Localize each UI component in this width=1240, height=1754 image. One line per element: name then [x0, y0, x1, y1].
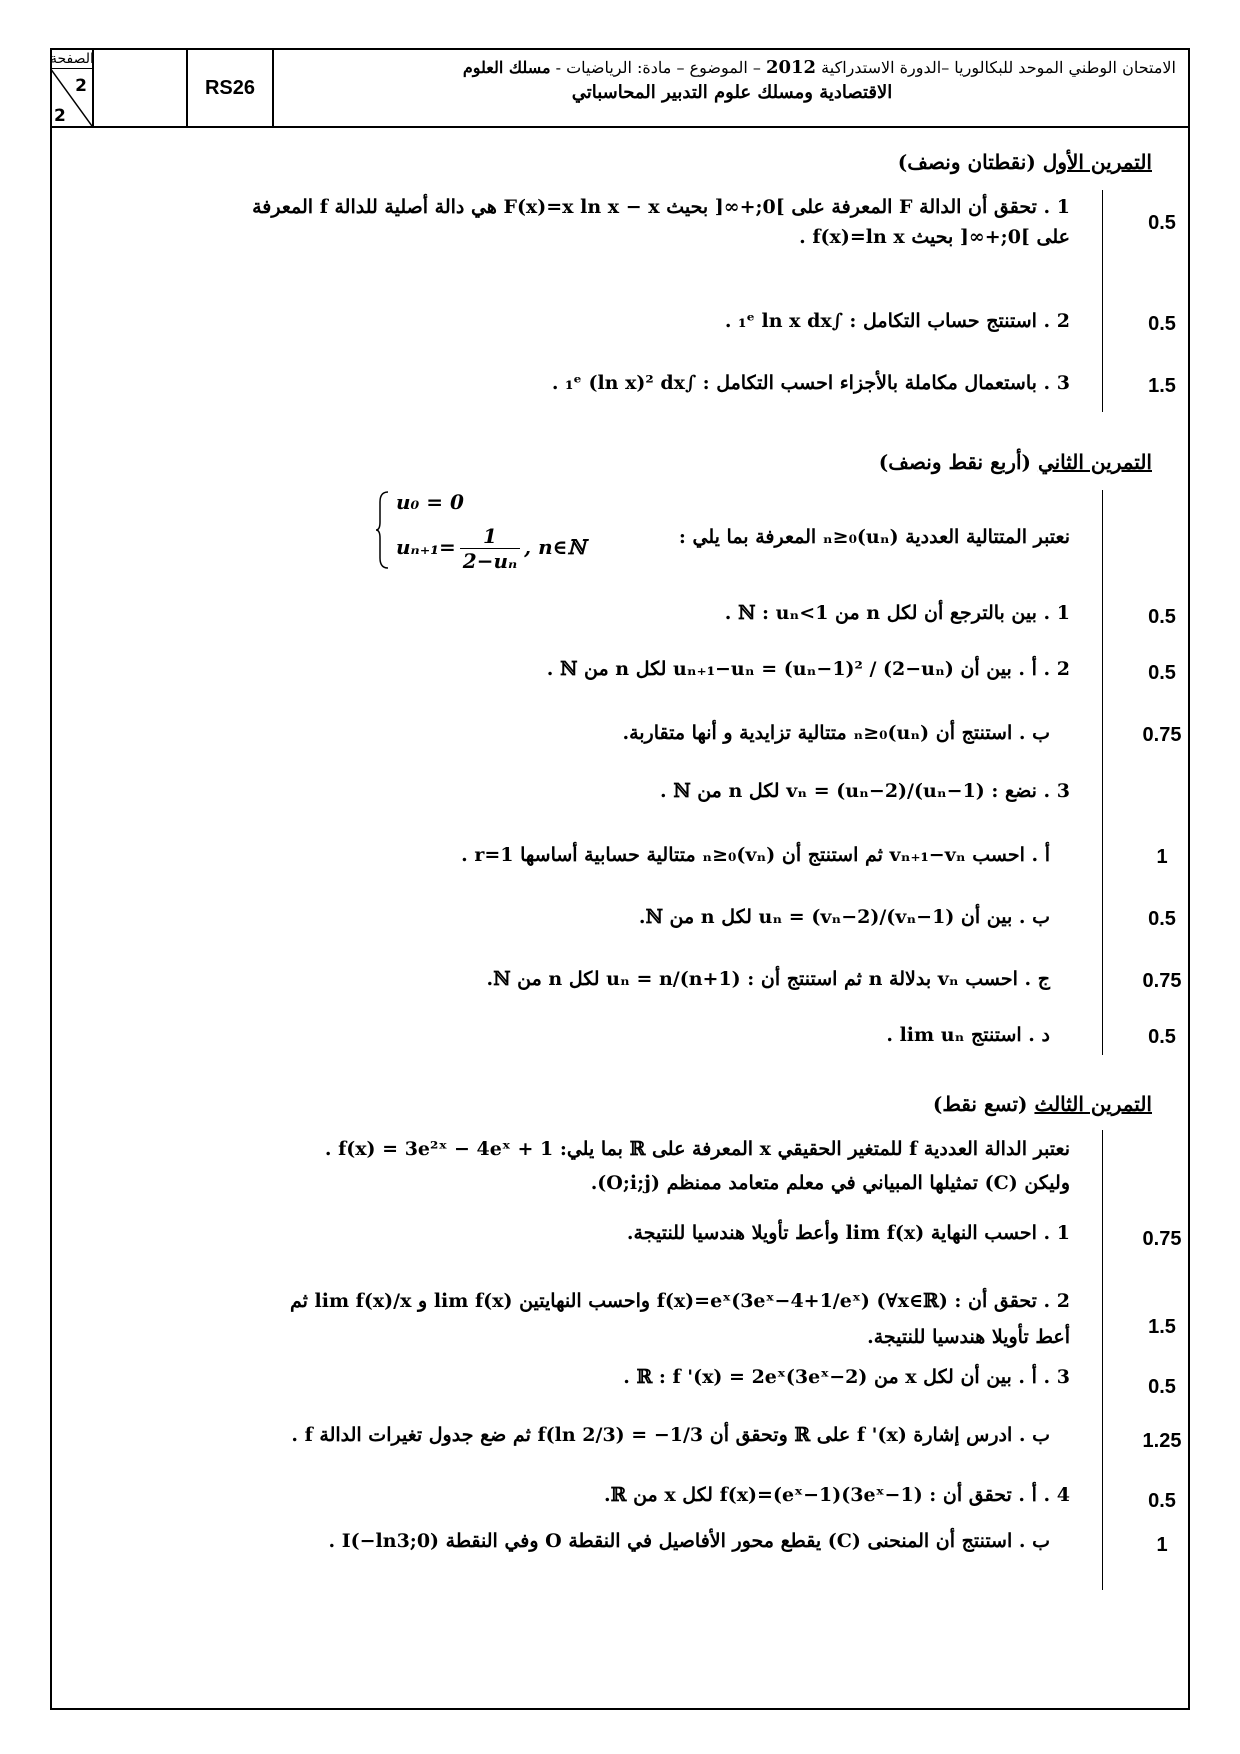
exam-header	[50, 48, 1190, 128]
ex2-item3a-score: 1	[1156, 846, 1168, 868]
ex3-heading-points: (تسع نقط)	[932, 1092, 1028, 1116]
ex2-item3b-score: 0.5	[1148, 908, 1176, 930]
ex1-item3-score: 1.5	[1148, 375, 1176, 397]
ex3-item2-line2: أعط تأويلا هندسيا للنتيجة.	[867, 1326, 1070, 1348]
page-current: 2	[75, 76, 87, 96]
ex3-heading-title: التمرين الثالث	[1034, 1092, 1152, 1116]
ex2-item3a: أ . احسب vₙ₊₁−vₙ ثم استنتج أن (vₙ)ₙ≥₀ متتالية حسابية أساسها r=1 .	[461, 844, 1050, 866]
ex3-heading	[933, 1092, 1152, 1116]
system-brace	[376, 490, 390, 570]
ex3-item3a-score: 0.5	[1148, 1376, 1176, 1398]
title-track: مسلك العلوم	[462, 58, 551, 77]
ex2-item2b: ب . استنتج أن (uₙ)ₙ≥₀ متتالية تزايدية و أنها متقاربة.	[622, 722, 1050, 744]
ex3-item4a-score: 0.5	[1148, 1490, 1176, 1512]
page-total: 2	[54, 106, 66, 126]
ex3-item3b-score: 1.25	[1142, 1430, 1182, 1452]
page-frame	[50, 48, 1190, 1710]
ex1-heading-title: التمرين الأول	[1042, 150, 1152, 174]
ex3-intro-1: نعتبر الدالة العددية f للمتغير الحقيقي x المعرفة على ℝ بما يلي: f(x) = 3e²ˣ − 4eˣ + 1 .	[324, 1138, 1070, 1160]
ex2-item3b: ب . بين أن uₙ = (vₙ−2)/(vₙ−1) لكل n من ℕ.	[638, 906, 1050, 928]
ex3-item3b: ب . ادرس إشارة f '(x) على ℝ وتحقق أن f(ln 2/3) = −1/3 ثم ضع جدول تغيرات الدالة f .	[291, 1424, 1050, 1446]
sys-line-2	[396, 524, 586, 573]
title-year: 2012	[765, 57, 817, 78]
ex2-heading	[879, 450, 1152, 474]
ex3-item2-score: 1.5	[1148, 1316, 1176, 1338]
sys2-num: 1	[460, 524, 520, 549]
ex3-item3a: 3 . أ . بين أن لكل x من ℝ : f '(x) = 2eˣ(3eˣ−2) .	[623, 1366, 1070, 1388]
ex3-score-rule	[1102, 1130, 1103, 1590]
ex1-score-rule	[1102, 190, 1103, 412]
sys-line-1: u₀ = 0	[396, 490, 464, 514]
ex2-item2a: 2 . أ . بين أن uₙ₊₁−uₙ = (uₙ−1)² / (2−uₙ) لكل n من ℕ .	[546, 658, 1070, 680]
ex2-item3: 3 . نضع : vₙ = (uₙ−2)/(uₙ−1) لكل n من ℕ .	[659, 780, 1070, 802]
ex2-item1: 1 . بين بالترجع أن لكل n من ℕ : uₙ<1 .	[724, 602, 1070, 624]
page-label: الصفحة	[50, 51, 94, 67]
ex1-heading-points: (نقطتان ونصف)	[897, 150, 1036, 174]
ex2-score-rule	[1102, 490, 1103, 1055]
ex2-heading-title: التمرين الثاني	[1037, 450, 1152, 474]
title-line-1	[288, 56, 1176, 80]
ex2-item3c: ج . احسب vₙ بدلالة n ثم استنتج أن : uₙ = n/(n+1) لكل n من ℕ.	[486, 968, 1050, 990]
ex3-intro-2: وليكن (C) تمثيلها المبياني في معلم متعامد ممنظم (O;i;j).	[590, 1172, 1070, 1194]
ex3-item4a: 4 . أ . تحقق أن : (3eˣ−1)(eˣ−1)=f(x) لكل x من ℝ.	[604, 1484, 1070, 1506]
ex1-item2-score: 0.5	[1148, 313, 1176, 335]
ex1-item1-score: 0.5	[1148, 212, 1176, 234]
sys2-lhs: uₙ₊₁=	[396, 535, 456, 559]
ex2-item1-score: 0.5	[1148, 606, 1176, 628]
ex3-item1: 1 . احسب النهاية lim f(x) وأعط تأويلا هندسيا للنتيجة.	[626, 1222, 1070, 1244]
sys2-den: 2−uₙ	[462, 549, 518, 573]
ex1-heading	[898, 150, 1152, 174]
ex1-item2: 2 . استنتج حساب التكامل : ∫₁ᵉ ln x dx .	[724, 310, 1070, 332]
ex1-item3: 3 . باستعمال مكاملة بالأجزاء احسب التكامل : ∫₁ᵉ (ln x)² dx .	[551, 372, 1070, 394]
ex2-item2b-score: 0.75	[1142, 724, 1182, 746]
ex1-item1-line1: 1 . تحقق أن الدالة F المعرفة على ]0;+∞[ بحيث F(x)=x ln x − x هي دالة أصلية للدالة f المعرفة	[252, 196, 1070, 218]
exam-title	[274, 48, 1190, 128]
ex2-item3c-score: 0.75	[1142, 970, 1182, 992]
ex2-intro: نعتبر المتتالية العددية (uₙ)ₙ≥₀ المعرفة بما يلي :	[678, 526, 1070, 548]
ex2-item2a-score: 0.5	[1148, 662, 1176, 684]
title-session: الامتحان الوطني الموحد للبكالوريا –الدورة الاستدراكية	[821, 58, 1176, 77]
exam-code: RS26	[188, 48, 274, 128]
title-subject: – الموضوع – مادة: الرياضيات -	[555, 58, 761, 77]
page-number-box	[50, 48, 94, 128]
header-spacer	[94, 48, 188, 128]
sys2-fraction	[460, 524, 520, 573]
sys2-rhs: , n∈ℕ	[524, 535, 586, 559]
ex1-item1-line2: على ]0;+∞[ بحيث f(x)=ln x .	[799, 226, 1070, 248]
title-line-2: الاقتصادية ومسلك علوم التدبير المحاسباتي	[571, 82, 893, 103]
ex3-item1-score: 0.75	[1142, 1228, 1182, 1250]
ex2-heading-points: (أربع نقط ونصف)	[878, 450, 1031, 474]
ex3-item2-line1: 2 . تحقق أن : f(x)=eˣ(3eˣ−4+1/eˣ) (∀x∈ℝ) واحسب النهايتين lim f(x) و lim f(x)/x ثم	[289, 1290, 1070, 1312]
ex3-item4b: ب . استنتج أن المنحنى (C) يقطع محور الأفاصيل في النقطة O وفي النقطة I(−ln3;0) .	[328, 1530, 1050, 1552]
ex3-item4b-score: 1	[1156, 1534, 1168, 1556]
ex2-item3d: د . استنتج lim uₙ .	[886, 1024, 1050, 1046]
ex2-item3d-score: 0.5	[1148, 1026, 1176, 1048]
